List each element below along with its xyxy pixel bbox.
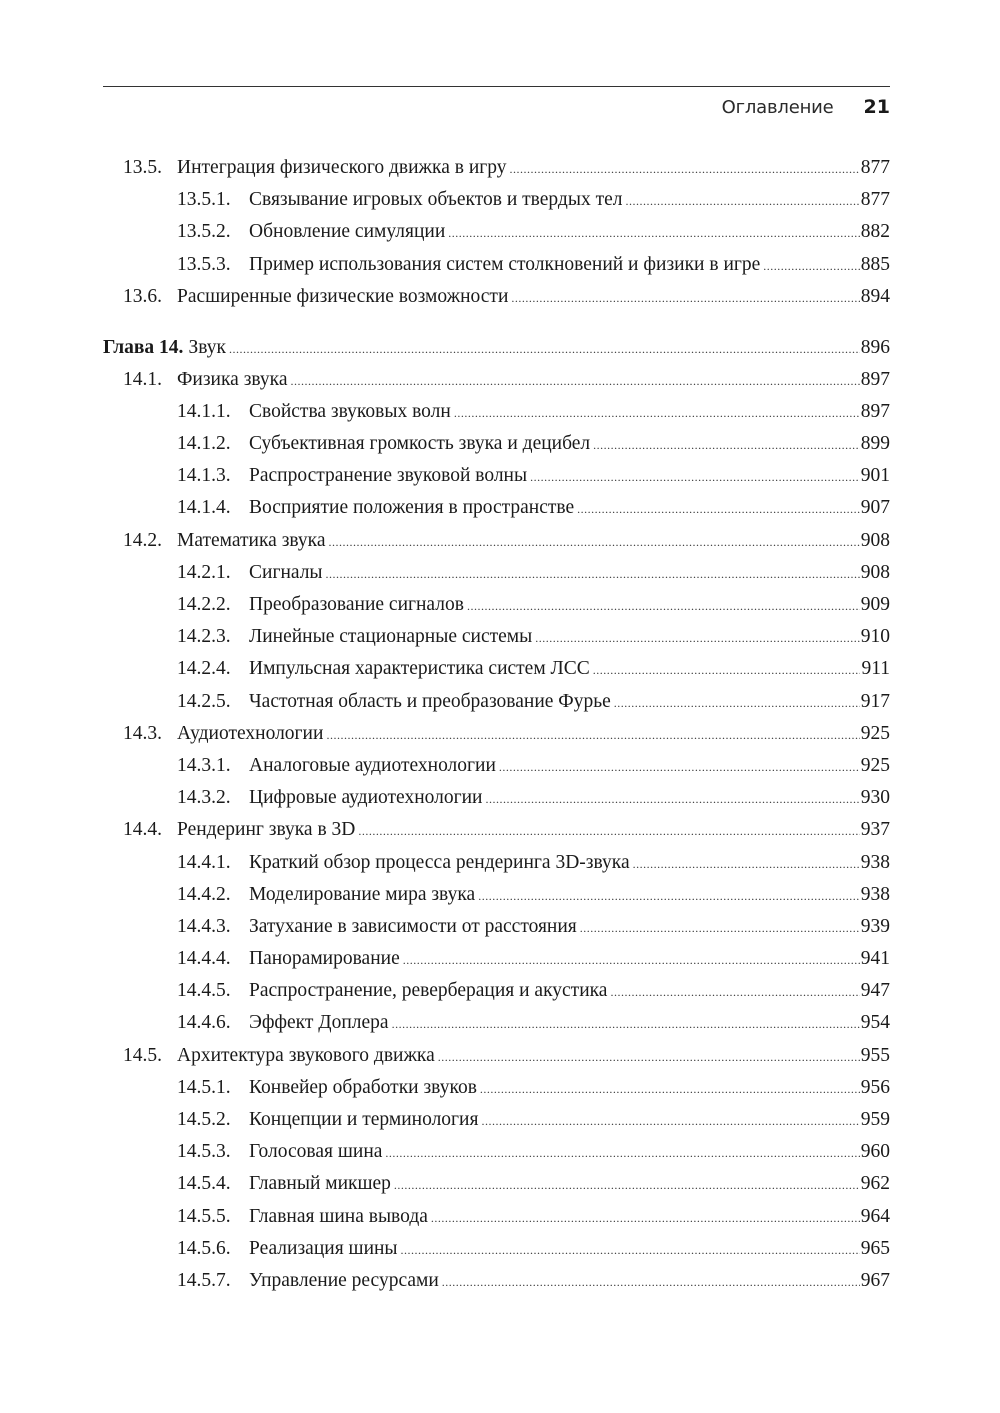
entry-page-number: 882	[860, 221, 890, 243]
dot-leader	[480, 1073, 860, 1105]
entry-number: 14.5.3.	[177, 1141, 231, 1163]
toc-chapter-entry[interactable]	[103, 332, 890, 364]
toc-section-entry[interactable]	[103, 525, 890, 557]
toc-subsection-entry[interactable]	[103, 428, 890, 460]
toc-subsection-entry[interactable]	[103, 1201, 890, 1233]
entry-number: 13.5.2.	[177, 221, 231, 243]
toc-subsection-entry[interactable]	[103, 911, 890, 943]
entry-title: Аналоговые аудиотехнологии	[249, 754, 496, 776]
dot-leader	[442, 1266, 860, 1298]
entry-page-number: 917	[860, 690, 890, 712]
toc-subsection-entry[interactable]	[103, 396, 890, 428]
entry-page-number: 938	[860, 851, 890, 873]
toc-subsection-entry[interactable]	[103, 847, 890, 879]
entry-title: Звук	[188, 336, 226, 358]
entry-page-number: 909	[860, 594, 890, 616]
dot-leader	[438, 1041, 860, 1073]
entry-number: 13.5.3.	[177, 253, 231, 275]
entry-page-number: 956	[860, 1076, 890, 1098]
entry-number: 14.2.5.	[177, 690, 231, 712]
entry-title: Управление ресурсами	[249, 1269, 439, 1291]
toc-subsection-entry[interactable]	[103, 1265, 890, 1297]
entry-number: 14.5.	[123, 1044, 162, 1066]
entry-title: Архитектура звукового движка	[177, 1044, 435, 1066]
dot-leader	[326, 558, 860, 590]
header-rule	[103, 86, 890, 87]
toc-subsection-entry[interactable]	[103, 492, 890, 524]
dot-leader	[610, 976, 859, 1008]
dot-leader	[485, 783, 859, 815]
dot-leader	[580, 912, 860, 944]
dot-leader	[467, 590, 860, 622]
toc-subsection-entry[interactable]	[103, 1104, 890, 1136]
dot-leader	[403, 944, 860, 976]
dot-leader	[530, 461, 860, 493]
toc-subsection-entry[interactable]	[103, 621, 890, 653]
entry-title: Линейные стационарные системы	[249, 626, 533, 648]
toc-section-entry[interactable]	[103, 718, 890, 750]
running-head	[103, 92, 890, 122]
toc-subsection-entry[interactable]	[103, 1233, 890, 1265]
toc-subsection-entry[interactable]	[103, 249, 890, 281]
entry-title: Рендеринг звука в 3D	[177, 819, 356, 841]
toc-section-entry[interactable]	[103, 1040, 890, 1072]
entry-page-number: 885	[860, 253, 890, 275]
entry-page-number: 941	[860, 948, 890, 970]
entry-number: 14.1.4.	[177, 497, 231, 519]
table-of-contents	[103, 152, 890, 1297]
entry-number: Глава 14.	[103, 336, 184, 358]
dot-leader	[625, 185, 859, 217]
entry-number: 14.5.1.	[177, 1076, 231, 1098]
toc-subsection-entry[interactable]	[103, 782, 890, 814]
toc-subsection-entry[interactable]	[103, 975, 890, 1007]
entry-number: 14.5.7.	[177, 1269, 231, 1291]
entry-number: 14.3.	[123, 722, 162, 744]
entry-page-number: 877	[860, 157, 890, 178]
entry-number: 14.4.5.	[177, 980, 231, 1002]
entry-page-number: 955	[860, 1044, 890, 1066]
entry-title: Главный микшер	[249, 1173, 391, 1195]
entry-page-number: 937	[860, 819, 890, 841]
entry-title: Распространение звуковой волны	[249, 465, 528, 487]
entry-page-number: 964	[860, 1205, 890, 1227]
entry-page-number: 894	[860, 285, 890, 307]
entry-title: Цифровые аудиотехнологии	[249, 787, 483, 809]
page-number: 21	[863, 96, 890, 118]
dot-leader	[431, 1202, 860, 1234]
dot-leader	[358, 815, 859, 847]
entry-number: 13.6.	[123, 285, 162, 307]
dot-leader	[229, 333, 860, 365]
entry-page-number: 947	[860, 980, 890, 1002]
entry-page-number: 897	[860, 368, 890, 390]
entry-number: 14.2.3.	[177, 626, 231, 648]
toc-section-entry[interactable]	[103, 814, 890, 846]
entry-page-number: 959	[860, 1109, 890, 1131]
entry-title: Панорамирование	[249, 948, 400, 970]
entry-title: Концепции и терминология	[249, 1109, 479, 1131]
entry-title: Эффект Доплера	[249, 1012, 389, 1034]
toc-subsection-entry[interactable]	[103, 216, 890, 248]
dot-leader	[291, 365, 860, 397]
entry-number: 14.3.1.	[177, 754, 231, 776]
entry-page-number: 896	[860, 336, 890, 358]
entry-number: 14.1.2.	[177, 433, 231, 455]
entry-page-number: 962	[860, 1173, 890, 1195]
entry-number: 14.1.3.	[177, 465, 231, 487]
entry-number: 14.2.2.	[177, 594, 231, 616]
dot-leader	[454, 397, 860, 429]
entry-page-number: 967	[860, 1269, 890, 1291]
entry-number: 14.2.1.	[177, 561, 231, 583]
entry-title: Математика звука	[177, 529, 326, 551]
dot-leader	[577, 493, 860, 525]
dot-leader	[392, 1008, 860, 1040]
entry-number: 14.2.4.	[177, 658, 231, 680]
entry-page-number: 954	[860, 1012, 890, 1034]
entry-title: Конвейер обработки звуков	[249, 1076, 477, 1098]
entry-title: Сигналы	[249, 561, 323, 583]
entry-page-number: 960	[860, 1141, 890, 1163]
toc-subsection-entry[interactable]	[103, 589, 890, 621]
entry-title: Обновление симуляции	[249, 221, 446, 243]
dot-leader	[385, 1137, 859, 1169]
entry-number: 14.4.4.	[177, 948, 231, 970]
toc-subsection-entry[interactable]	[103, 184, 890, 216]
entry-number: 13.5.1.	[177, 189, 231, 211]
toc-section-entry[interactable]	[103, 152, 890, 184]
toc-subsection-entry[interactable]	[103, 460, 890, 492]
entry-title: Свойства звуковых волн	[249, 400, 451, 422]
entry-page-number: 938	[860, 883, 890, 905]
entry-number: 14.4.6.	[177, 1012, 231, 1034]
dot-leader	[510, 153, 860, 185]
dot-leader	[535, 622, 860, 654]
entry-page-number: 908	[860, 561, 890, 583]
entry-title: Главная шина вывода	[249, 1205, 428, 1227]
running-head-title: Оглавление	[721, 97, 834, 118]
entry-number: 14.4.2.	[177, 883, 231, 905]
entry-title: Импульсная характеристика систем ЛСС	[249, 658, 590, 680]
dot-leader	[499, 751, 860, 783]
entry-number: 14.1.1.	[177, 400, 231, 422]
entry-page-number: 907	[860, 497, 890, 519]
entry-title: Краткий обзор процесса рендеринга 3D-звука	[249, 851, 630, 873]
entry-page-number: 925	[860, 754, 890, 776]
toc-subsection-entry[interactable]	[103, 879, 890, 911]
dot-leader	[329, 526, 860, 558]
entry-title: Субъективная громкость звука и децибел	[249, 433, 591, 455]
entry-title: Реализация шины	[249, 1237, 398, 1259]
dot-leader	[633, 848, 860, 880]
entry-title: Интеграция физического движка в игру	[177, 157, 507, 178]
dot-leader	[478, 880, 860, 912]
entry-number: 14.4.	[123, 819, 162, 841]
dot-leader	[593, 654, 861, 686]
dot-leader	[481, 1105, 859, 1137]
entry-number: 14.5.6.	[177, 1237, 231, 1259]
dot-leader	[401, 1234, 860, 1266]
dot-leader	[448, 217, 859, 249]
toc-subsection-entry[interactable]	[103, 653, 890, 685]
entry-number: 14.5.4.	[177, 1173, 231, 1195]
entry-number: 14.3.2.	[177, 787, 231, 809]
entry-page-number: 910	[860, 626, 890, 648]
entry-page-number: 877	[860, 189, 890, 211]
entry-page-number: 897	[860, 400, 890, 422]
dot-leader	[326, 719, 859, 751]
toc-subsection-entry[interactable]	[103, 1136, 890, 1168]
entry-page-number: 925	[860, 722, 890, 744]
toc-subsection-entry[interactable]	[103, 557, 890, 589]
entry-title: Преобразование сигналов	[249, 594, 464, 616]
toc-subsection-entry[interactable]	[103, 686, 890, 718]
toc-section-entry[interactable]	[103, 364, 890, 396]
toc-subsection-entry[interactable]	[103, 1168, 890, 1200]
entry-page-number: 908	[860, 529, 890, 551]
entry-page-number: 911	[861, 658, 890, 680]
entry-title: Аудиотехнологии	[177, 722, 324, 744]
entry-title: Частотная область и преобразование Фурье	[249, 690, 611, 712]
entry-number: 14.5.2.	[177, 1109, 231, 1131]
entry-title: Связывание игровых объектов и твердых тел	[249, 189, 623, 211]
entry-number: 13.5.	[123, 157, 162, 178]
entry-title: Пример использования систем столкновений и физики в игре	[249, 253, 761, 275]
toc-subsection-entry[interactable]	[103, 750, 890, 782]
toc-subsection-entry[interactable]	[103, 943, 890, 975]
entry-number: 14.1.	[123, 368, 162, 390]
entry-page-number: 965	[860, 1237, 890, 1259]
entry-number: 14.4.3.	[177, 915, 231, 937]
entry-page-number: 899	[860, 433, 890, 455]
entry-title: Восприятие положения в пространстве	[249, 497, 575, 519]
dot-leader	[593, 429, 860, 461]
dot-leader	[394, 1169, 860, 1201]
entry-page-number: 930	[860, 787, 890, 809]
entry-title: Голосовая шина	[249, 1141, 383, 1163]
entry-page-number: 939	[860, 915, 890, 937]
dot-leader	[511, 282, 859, 314]
entry-title: Расширенные физические возможности	[177, 285, 509, 307]
toc-subsection-entry[interactable]	[103, 1072, 890, 1104]
toc-subsection-entry[interactable]	[103, 1007, 890, 1039]
entry-number: 14.2.	[123, 529, 162, 551]
entry-title: Затухание в зависимости от расстояния	[249, 915, 577, 937]
entry-number: 14.5.5.	[177, 1205, 231, 1227]
toc-section-entry[interactable]	[103, 281, 890, 313]
dot-leader	[614, 687, 860, 719]
dot-leader	[763, 250, 859, 282]
entry-page-number: 901	[860, 465, 890, 487]
entry-title: Распространение, реверберация и акустика	[249, 980, 608, 1002]
entry-number: 14.4.1.	[177, 851, 231, 873]
entry-title: Моделирование мира звука	[249, 883, 476, 905]
entry-title: Физика звука	[177, 368, 288, 390]
